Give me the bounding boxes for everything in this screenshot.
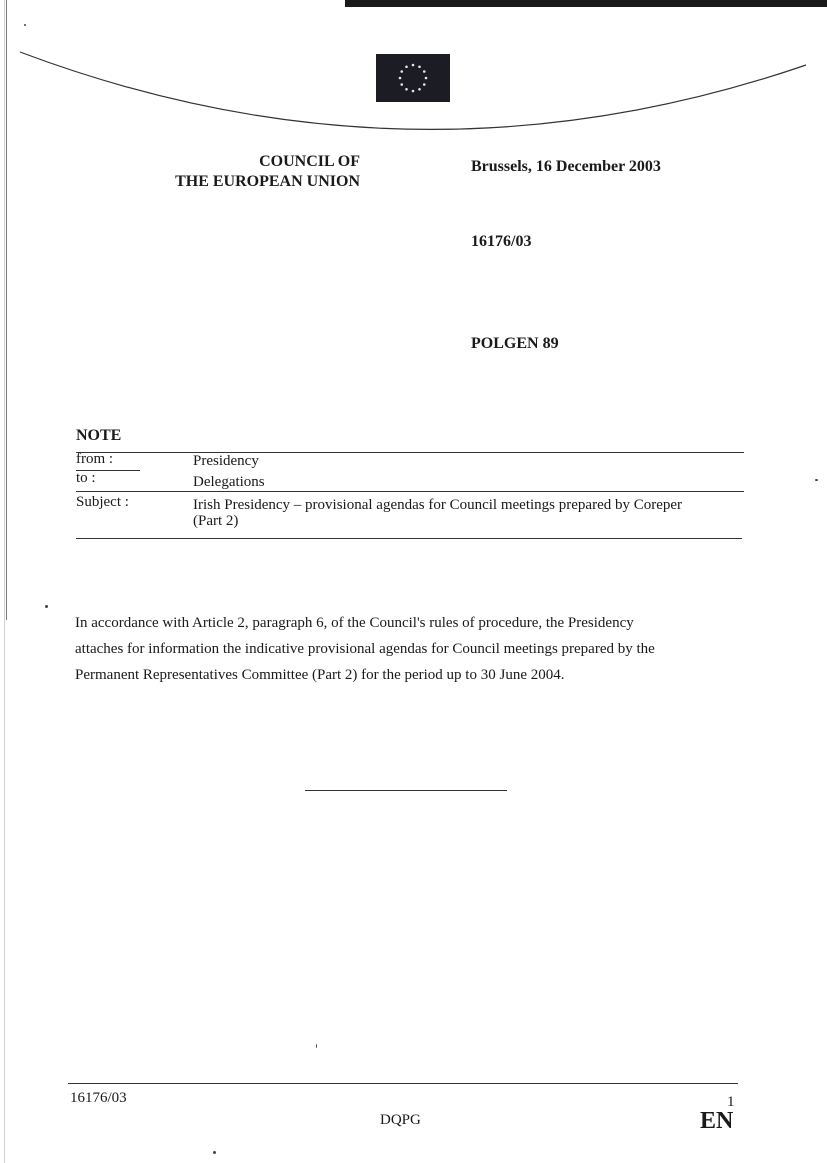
document-number: 16176/03 [471,233,532,250]
from-value: Presidency [193,453,259,469]
flag-star-icon [425,77,428,80]
footer-department: DQPG [380,1112,421,1128]
divider [76,538,742,539]
flag-star-icon [412,64,415,67]
flag-star-icon [399,77,402,80]
flag-star-icon [423,83,426,86]
flag-star-icon [400,70,403,73]
classification-code: POLGEN 89 [471,335,559,352]
scan-speck [316,1044,317,1048]
institution-name [150,152,360,192]
body-line: attaches for information the indicative provisional agendas for Council meetings prepared by the [75,641,655,657]
flag-star-icon [405,88,408,91]
flag-star-icon [418,88,421,91]
scan-speck [24,24,26,26]
to-label: to : [76,470,96,486]
scan-top-bar [345,0,827,7]
institution-line-2: THE EUROPEAN UNION [175,173,360,190]
subject-value-line-2: (Part 2) [193,513,239,529]
footer-divider [68,1083,738,1084]
divider [76,491,744,492]
flag-star-icon [405,65,408,68]
from-label: from : [76,451,114,467]
eu-flag-icon [376,54,450,102]
body-line: In accordance with Article 2, paragraph 6, of the Council's rules of procedure, the Presidency [75,615,634,631]
end-rule [305,790,507,791]
scan-speck [45,605,48,608]
flag-star-icon [412,90,415,93]
note-title: NOTE [76,427,122,444]
flag-star-icon [418,65,421,68]
body-paragraph [75,610,735,688]
subject-value-line-1: Irish Presidency – provisional agendas for Council meetings prepared by Coreper [193,497,683,513]
footer-document-number: 16176/03 [70,1090,127,1106]
place-date: Brussels, 16 December 2003 [471,158,661,175]
to-value: Delegations [193,474,265,490]
body-line: Permanent Representatives Committee (Part 2) for the period up to 30 June 2004. [75,667,565,683]
footer-language-code: EN [700,1108,734,1134]
divider [76,452,744,453]
footer-page-number: 1 [727,1094,735,1110]
scan-speck [815,479,818,481]
flag-star-icon [400,83,403,86]
scan-edge-line [4,0,5,1163]
scan-speck [213,1151,216,1154]
subject-label: Subject : [76,494,129,510]
institution-line-1: COUNCIL OF [259,153,360,170]
flag-star-icon [423,70,426,73]
